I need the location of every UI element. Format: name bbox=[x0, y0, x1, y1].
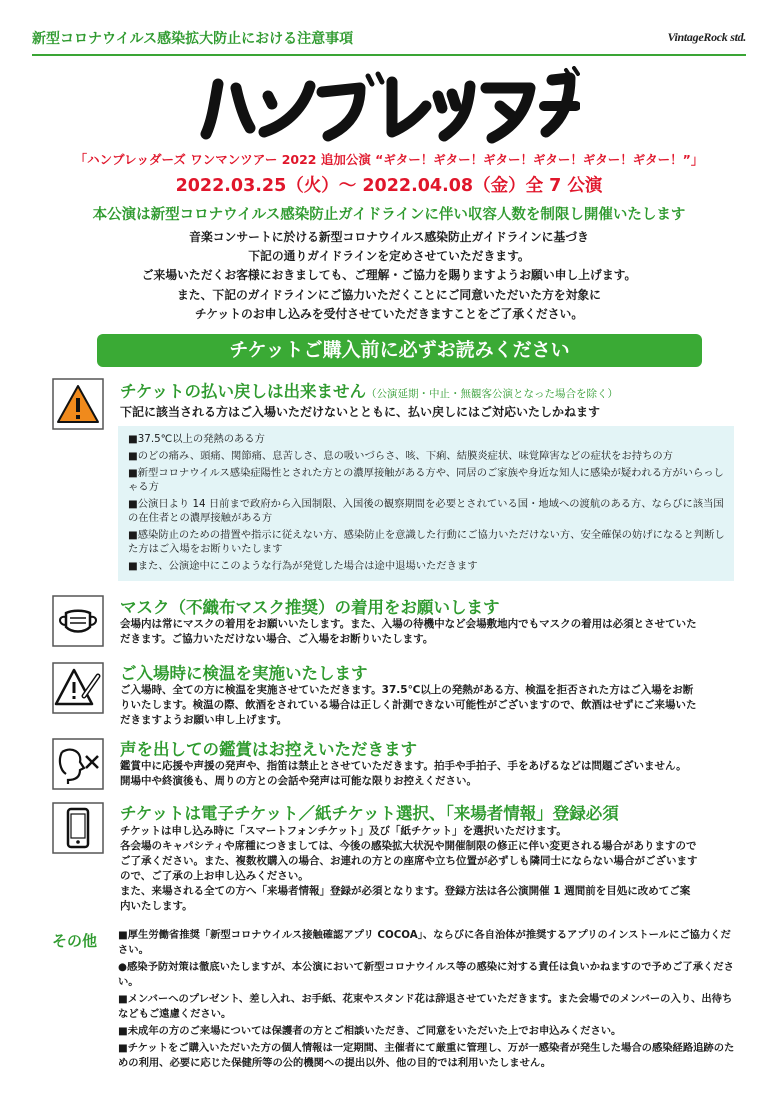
header-title: 新型コロナウイルス感染拡大防止における注意事項 bbox=[32, 31, 354, 47]
condition-item: ■ 新型コロナウイルス感染症陽性とされた方との濃厚接触がある方や、同居のご家族や身近な知人に感染が疑われる方がいらっしゃる方 bbox=[128, 466, 726, 494]
voice-line: 開場中や終演後も、周りの方との会話や発声は可能な限りお控えください。 bbox=[120, 775, 477, 787]
other-item: ●感染予防対策は徹底いたしますが、本公演において新型コロナウイルス等の感染に対する責任は負いかねますので予めご了承ください。 bbox=[118, 961, 734, 988]
ticket-line: 各会場のキャパシティや席種につきましては、今後の感染拡大状況や開催制限の修正に伴い変更される場合がありますので bbox=[120, 840, 697, 852]
intro-line: 下記の通りガイドラインを定めさせていただきます。 bbox=[248, 249, 530, 264]
voice-body bbox=[120, 759, 735, 789]
intro-line: ご来場いただくお客様におきましても、ご理解・ご協力を賜りますようお願い申し上げます。 bbox=[141, 268, 637, 283]
warning-icon bbox=[52, 378, 104, 430]
mask-body bbox=[120, 617, 735, 647]
refund-title-text: チケットの払い戻しは出来ません bbox=[120, 382, 367, 401]
band-logo bbox=[200, 66, 580, 146]
entry-conditions-panel bbox=[118, 426, 734, 581]
temperature-title: ご入場時に検温を実施いたします bbox=[120, 664, 368, 683]
temperature-line: りいたします。検温の際、飲酒をされている場合は正しく計測できない可能性がございますので、飲酒はせずにご来場いた bbox=[120, 699, 697, 711]
temperature-line: だきますようお願い申し上げます。 bbox=[120, 714, 288, 726]
condition-item: ■ のどの痛み、頭痛、関節痛、息苦しさ、息の吸いづらさ、咳、下痢、結膜炎症状、味覚障害などの症状をお持ちの方 bbox=[128, 449, 726, 463]
tour-dates: 2022.03.25（火）〜 2022.04.08（金）全 7 公演 bbox=[175, 176, 603, 196]
intro-line: 音楽コンサートに於ける新型コロナウイルス感染防止ガイドラインに基づき bbox=[189, 230, 589, 244]
mask-title: マスク（不織布マスク推奨）の着用をお願いします bbox=[120, 598, 500, 617]
condition-item: ■ 37.5℃以上の発熱のある方 bbox=[128, 432, 726, 446]
voice-title: 声を出しての鑑賞はお控えいただきます bbox=[120, 740, 417, 759]
intro-text bbox=[0, 228, 778, 324]
condition-item: ■ 公演日より 14 日前まで政府から入国制限、入国後の観察期間を必要とされている国・地域への渡航のある方、ならびに該当国の在住者との濃厚接触がある方 bbox=[128, 497, 726, 525]
refund-title bbox=[120, 378, 618, 402]
ticket-line: ご了承ください。また、複数枚購入の場合、お連れの方との座席や立ち位置が必ずしも隣同士にならない場合がございます bbox=[120, 855, 698, 867]
ticket-line: 内いたします。 bbox=[120, 900, 193, 912]
other-item: ■未成年の方のご来場については保護者の方とご相談いただき、ご同意をいただいた上でお申込みください。 bbox=[118, 1025, 622, 1037]
ticket-body bbox=[120, 824, 735, 914]
voice-line: 鑑賞中に応援や声援の発声や、指笛は禁止とさせていただきます。拍手や手拍子、手をあげるなどは問題ございません。 bbox=[120, 760, 687, 772]
capacity-notice: 本公演は新型コロナウイルス感染防止ガイドラインに伴い収容人数を制限し開催いたします bbox=[92, 207, 686, 223]
intro-line: また、下記のガイドラインにご協力いただくことにご同意いただいた方を対象に bbox=[177, 287, 601, 302]
mask-line: だきます。ご協力いただけない場合、ご入場をお断りいたします。 bbox=[120, 633, 434, 645]
ticket-line: また、来場される全ての方へ「来場者情報」登録が必須となります。登録方法は各公演開催 1 週間前を目処に改めてご案 bbox=[120, 885, 691, 897]
condition-item: ■ 感染防止のための措置や指示に従えない方、感染防止を意識した行動にご協力いただけない方、安全確保の妨げになると判断した方はご入場をお断りいたします bbox=[128, 528, 726, 556]
ticket-title: チケットは電子チケット／紙チケット選択、「来場者情報」登録必須 bbox=[120, 804, 619, 823]
ticket-line: ので、ご了承の上お申し込みください。 bbox=[120, 870, 309, 882]
other-item: ■厚生労働省推奨「新型コロナウイルス接触確認アプリ COCOA」、ならびに各自治体が推奨するアプリのインストールにご協力ください。 bbox=[118, 929, 731, 956]
temperature-line: ご入場時、全ての方に検温を実施させていただきます。37.5℃以上の発熱がある方、検温を拒否された方はご入場をお断 bbox=[120, 684, 694, 696]
refund-lead: 下記に該当される方はご入場いただけないとともに、払い戻しにはご対応いたしかねます bbox=[120, 405, 601, 419]
brand-logo: VintageRock std. bbox=[667, 30, 746, 44]
smartphone-icon bbox=[52, 802, 104, 854]
mask-line: 会場内は常にマスクの着用をお願いいたします。また、入場の待機中など会場敷地内でもマスクの着用は必須とさせていた bbox=[120, 618, 697, 630]
no-voice-icon bbox=[52, 738, 104, 790]
ticket-line: チケットは申し込み時に「スマートフォンチケット」及び「紙チケット」を選択いただけます。 bbox=[120, 825, 567, 837]
other-label: その他 bbox=[52, 932, 98, 950]
other-item: ■メンバーへのプレゼント、差し入れ、お手紙、花束やスタンド花は辞退させていただきます。また会場でのメンバーの入り、出待ちなどもご遠慮ください。 bbox=[118, 993, 733, 1020]
mask-icon bbox=[52, 595, 104, 647]
tour-title: 「ハンブレッダーズ ワンマンツアー 2022 追加公演 “ギター！ギター！ギター！ギター！ギター！ギター！”」 bbox=[74, 152, 704, 167]
other-item: ■チケットをご購入いただいた方の個人情報は一定期間、主催者にて厳重に管理し、万が一感染者が発生した場合の感染経路追跡のための利用、必要に応じた保健所等の公的機関への提出以外、他の目的では利用いたしません。 bbox=[118, 1042, 735, 1069]
thermometer-warning-icon bbox=[52, 662, 104, 714]
condition-item: ■ また、公演途中にこのような行為が発覚した場合は途中退場いただきます bbox=[128, 559, 726, 573]
temperature-body bbox=[120, 683, 735, 728]
other-notes bbox=[118, 928, 736, 1073]
read-before-purchase-banner: チケットご購入前に必ずお読みください bbox=[97, 334, 702, 367]
refund-note: （公演延期・中止・無観客公演となった場合を除く） bbox=[366, 388, 619, 400]
header-bar bbox=[32, 26, 746, 56]
intro-line: チケットのお申し込みを受付させていただきますことをご了承ください。 bbox=[194, 306, 584, 321]
